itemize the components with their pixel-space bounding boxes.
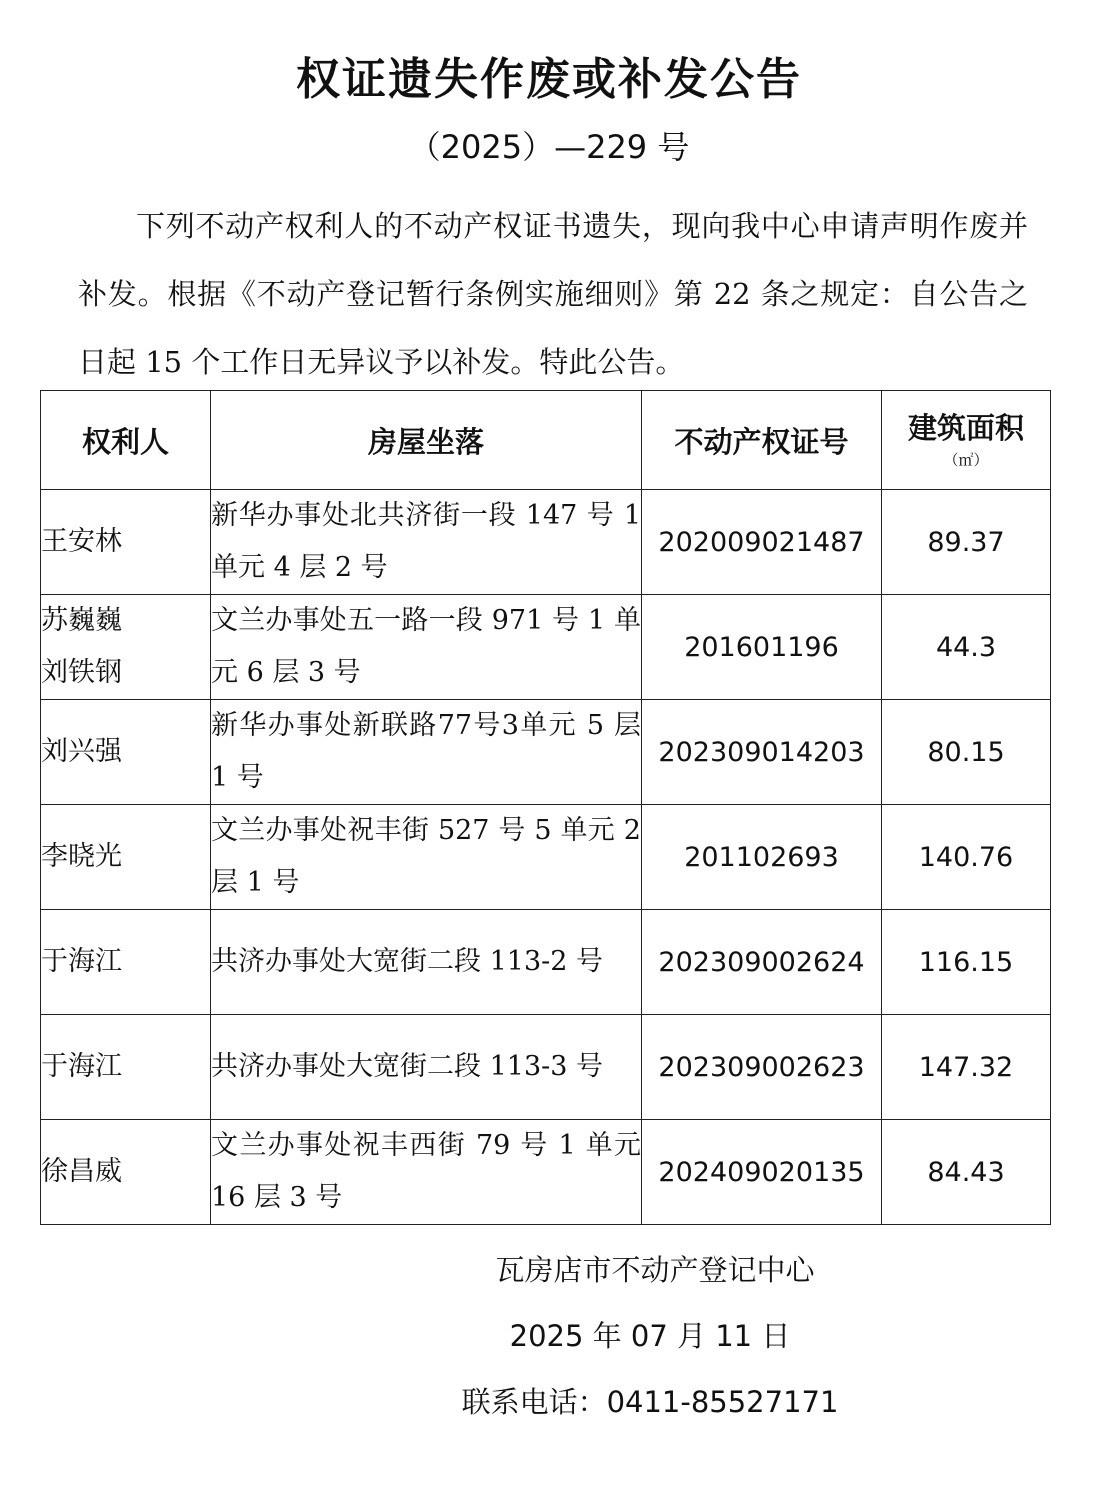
cert-no-cell: 202309002623 xyxy=(642,1015,882,1120)
document-number: （2025）—229 号 xyxy=(408,128,690,166)
page-title: 权证遗失作废或补发公告 xyxy=(296,54,802,105)
owner-cell: 于海江 xyxy=(41,1015,211,1120)
address-cell: 共济办事处大宽街二段 113-3 号 xyxy=(211,1015,642,1120)
address-cell: 新华办事处北共济街一段 147 号 1 单元 4 层 2 号 xyxy=(211,490,642,595)
address-cell: 新华办事处新联路77号3单元 5 层 1 号 xyxy=(211,700,642,805)
header-area xyxy=(882,391,1051,490)
owner-cell: 王安林 xyxy=(41,490,211,595)
area-cell: 140.76 xyxy=(882,805,1051,910)
address-cell: 文兰办事处祝丰街 527 号 5 单元 2 层 1 号 xyxy=(211,805,642,910)
address-cell: 文兰办事处祝丰西街 79 号 1 单元 16 层 3 号 xyxy=(211,1120,642,1225)
table-header-row xyxy=(41,391,1051,490)
issue-date: 2025 年 07 月 11 日 xyxy=(509,1319,791,1353)
table-body xyxy=(41,490,1051,1225)
address-cell: 文兰办事处五一路一段 971 号 1 单元 6 层 3 号 xyxy=(211,595,642,700)
table-row xyxy=(41,1120,1051,1225)
cert-no-cell: 201102693 xyxy=(642,805,882,910)
header-owner: 权利人 xyxy=(41,391,211,490)
table-row xyxy=(41,805,1051,910)
issuing-organization: 瓦房店市不动产登记中心 xyxy=(495,1253,815,1287)
area-cell: 89.37 xyxy=(882,490,1051,595)
area-cell: 116.15 xyxy=(882,910,1051,1015)
table-row xyxy=(41,1015,1051,1120)
certificate-table xyxy=(40,390,1051,1225)
cert-no-cell: 201601196 xyxy=(642,595,882,700)
address-cell: 共济办事处大宽街二段 113-2 号 xyxy=(211,910,642,1015)
area-cell: 44.3 xyxy=(882,595,1051,700)
area-cell: 147.32 xyxy=(882,1015,1051,1120)
cert-no-cell: 202409020135 xyxy=(642,1120,882,1225)
owner-cell: 刘兴强 xyxy=(41,700,211,805)
table-row xyxy=(41,490,1051,595)
table-row xyxy=(41,910,1051,1015)
table-row xyxy=(41,700,1051,805)
contact-phone: 联系电话：0411-85527171 xyxy=(461,1385,839,1419)
owner-cell: 于海江 xyxy=(41,910,211,1015)
owner-cell: 苏巍巍 刘铁钢 xyxy=(41,595,211,700)
notice-paragraph: 下列不动产权利人的不动产权证书遗失，现向我中心申请声明作废并补发。根据《不动产登记暂行条例实施细则》第 22 条之规定：自公告之日起 15 个工作日无异议予以补发。特此公告。 xyxy=(78,209,1028,379)
header-cert-no: 不动产权证号 xyxy=(642,391,882,490)
table-row xyxy=(41,595,1051,700)
owner-cell: 徐昌威 xyxy=(41,1120,211,1225)
owner-cell: 李晓光 xyxy=(41,805,211,910)
cert-no-cell: 202309014203 xyxy=(642,700,882,805)
cert-no-cell: 202309002624 xyxy=(642,910,882,1015)
header-area-unit: （㎡） xyxy=(943,451,989,469)
header-area-label: 建筑面积 xyxy=(907,411,1024,445)
cert-no-cell: 202009021487 xyxy=(642,490,882,595)
area-cell: 80.15 xyxy=(882,700,1051,805)
header-address: 房屋坐落 xyxy=(211,391,642,490)
area-cell: 84.43 xyxy=(882,1120,1051,1225)
